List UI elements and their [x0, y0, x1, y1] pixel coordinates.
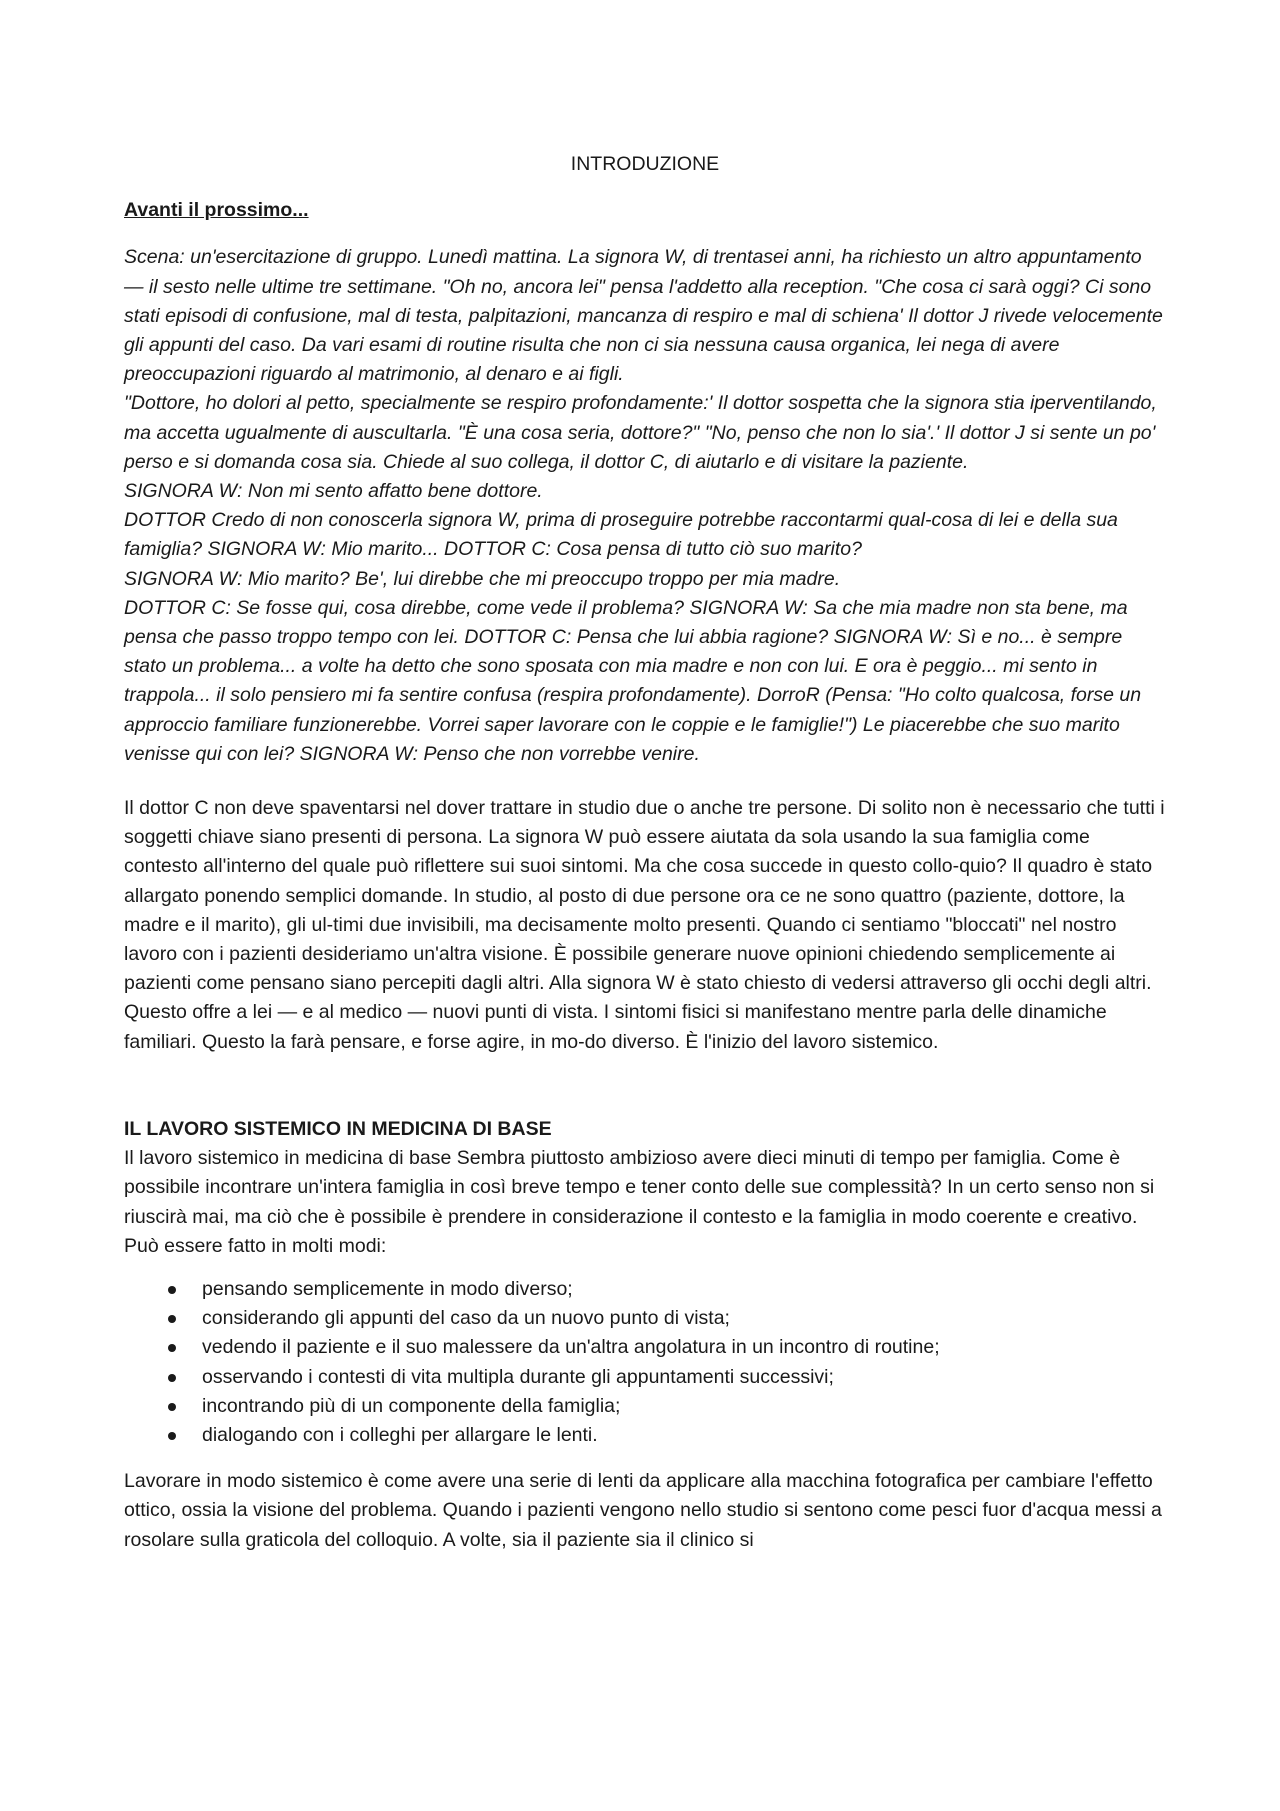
list-item-text: osservando i contesti di vita multipla durante gli appuntamenti successivi;: [202, 1365, 834, 1388]
bullet-icon: [168, 1374, 176, 1382]
list-item: [124, 1363, 1166, 1392]
list-item: [124, 1304, 1166, 1333]
bullet-list: [124, 1275, 1166, 1450]
bullet-icon: [168, 1344, 176, 1352]
scene-line: "Dottore, ho dolori al petto, specialmente se respiro profondamente:' Il dottor sospetta che la signora stia iperventilando, ma accetta ugualmente di auscultarla. "È una cosa seria, dottore?" "No, penso che non lo sia'.' Il dottor J si sente un po' perso e si domanda cosa sia. Chiede al suo collega, il dottor C, di aiutarlo e di visitare la paziente.: [124, 392, 1157, 473]
list-item-text: incontrando più di un componente della famiglia;: [202, 1394, 621, 1417]
section-intro-paragraph: Il lavoro sistemico in medicina di base Sembra piuttosto ambizioso avere dieci minuti di tempo per famiglia. Come è possibile incontrare un'intera famiglia in così breve tempo e tener conto delle sue complessità? In un certo senso non si riuscirà mai, ma ciò che è possibile è prendere in considerazione il contesto e la famiglia in modo coerente e creativo. Può essere fatto in molti modi:: [124, 1147, 1155, 1257]
list-item: [124, 1392, 1166, 1421]
scene-line: DOTTOR C: Se fosse qui, cosa direbbe, come vede il problema? SIGNORA W: Sa che mia madre non sta bene, ma pensa che passo troppo tempo con lei. DOTTOR C: Pensa che lui abbia ragione? SIGNORA W: Sì e no... è sempre stato un problema... a volte ha detto che sono sposata con mia madre e non con lui. E ora è peggio... mi sento in trappola... il solo pensiero mi fa sentire confusa (respira profondamente). DorroR (Pensa: "Ho colto qualcosa, forse un approccio familiare funzionerebbe. Vorrei saper lavorare con le coppie e le famiglie!") Le piacerebbe che suo marito venisse qui con lei? SIGNORA W: Penso che non vorrebbe venire.: [124, 596, 1142, 765]
list-item: [124, 1421, 1166, 1450]
section-subtitle: Avanti il prossimo...: [124, 199, 309, 222]
section-heading: IL LAVORO SISTEMICO IN MEDICINA DI BASE: [124, 1117, 552, 1140]
scene-line: SIGNORA W: Mio marito? Be', lui direbbe che mi preoccupo troppo per mia madre.: [124, 567, 841, 590]
scene-line: Scena: un'esercitazione di gruppo. Lunedì mattina. La signora W, di trentasei anni, ha richiesto un altro appuntamento — il sesto nelle ultime tre settimane. "Oh no, ancora lei" pensa l'addetto alla reception. "Che cosa ci sarà oggi? Ci sono stati episodi di confusione, mal di testa, palpitazioni, mancanza di respiro e mal di schiena' Il dottor J rivede velocemente gli appunti del caso. Da vari esami di routine risulta che non ci sia nessuna causa organica, lei nega di avere preoccupazioni riguardo al matrimonio, al denaro e ai figli.: [124, 246, 1163, 386]
document-page: [124, 150, 1166, 1555]
list-item-text: dialogando con i colleghi per allargare le lenti.: [202, 1423, 598, 1446]
bullet-icon: [168, 1432, 176, 1440]
scene-line: DOTTOR Credo di non conoscerla signora W, prima di proseguire potrebbe raccontarmi qual-cosa di lei e della sua famiglia? SIGNORA W: Mio marito... DOTTOR C: Cosa pensa di tutto ciò suo marito?: [124, 509, 1118, 561]
scene-line: SIGNORA W: Non mi sento affatto bene dottore.: [124, 480, 543, 503]
closing-paragraph: Lavorare in modo sistemico è come avere una serie di lenti da applicare alla macchina fotografica per cambiare l'effetto ottico, ossia la visione del problema. Quando i pazienti vengono nello studio si sentono come pesci fuor d'acqua messi a rosolare sulla graticola del colloquio. A volte, sia il paziente sia il clinico si: [124, 1470, 1162, 1551]
list-item: [124, 1275, 1166, 1304]
bullet-icon: [168, 1315, 176, 1323]
scene-dialogue: [124, 243, 1166, 769]
body-paragraph: Il dottor C non deve spaventarsi nel dover trattare in studio due o anche tre persone. Di solito non è necessario che tutti i soggetti chiave siano presenti di persona. La signora W può essere aiutata da sola usando la sua famiglia come contesto all'interno del quale può riflettere sui suoi sintomi. Ma che cosa succede in questo collo-quio? Il quadro è stato allargato ponendo semplici domande. In studio, al posto di due persone ora ce ne sono quattro (paziente, dottore, la madre e il marito), gli ul-timi due invisibili, ma decisamente molto presenti. Quando ci sentiamo "bloccati" nel nostro lavoro con i pazienti desideriamo un'altra visione. È possibile generare nuove opinioni chiedendo semplicemente ai pazienti come pensano siano percepiti dagli altri. Alla signora W è stato chiesto di vedersi attraverso gli occhi degli altri. Questo offre a lei — e al medico — nuovi punti di vista. I sintomi fisici si manifestano mentre parla delle dinamiche familiari. Questo la farà pensare, e forse agire, in mo-do diverso. È l'inizio del lavoro sistemico.: [124, 797, 1165, 1053]
list-item: [124, 1333, 1166, 1362]
bullet-icon: [168, 1286, 176, 1294]
list-item-text: pensando semplicemente in modo diverso;: [202, 1277, 573, 1300]
document-title: INTRODUZIONE: [570, 153, 720, 175]
list-item-text: vedendo il paziente e il suo malessere da un'altra angolatura in un incontro di routine;: [202, 1336, 940, 1359]
list-item-text: considerando gli appunti del caso da un nuovo punto di vista;: [202, 1307, 730, 1330]
bullet-icon: [168, 1403, 176, 1411]
